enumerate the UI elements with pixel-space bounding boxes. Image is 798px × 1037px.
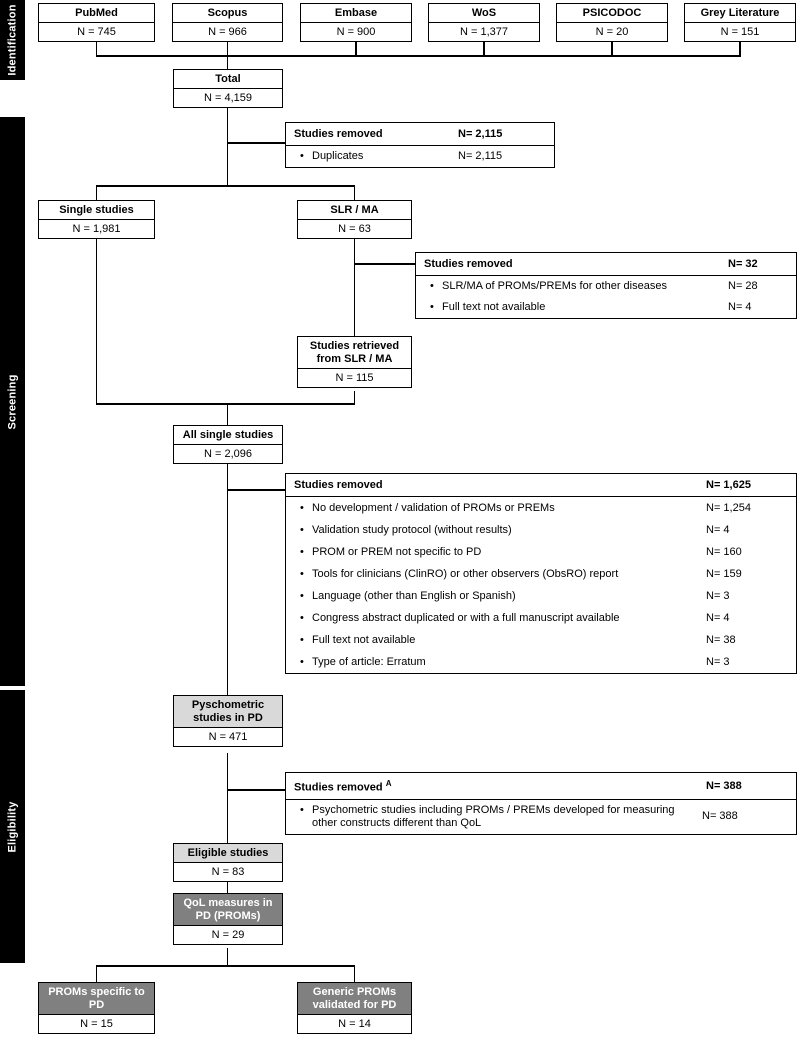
item-n: N= 159 xyxy=(706,567,742,580)
all-single-n: N = 2,096 xyxy=(174,445,282,463)
slr-ma-n: N = 63 xyxy=(298,220,411,238)
retrieved-title: Studies retrieved from SLR / MA xyxy=(298,337,411,369)
source-n-pubmed: N = 745 xyxy=(39,23,154,41)
eligible-box xyxy=(173,843,283,882)
removed-eligibility-box xyxy=(285,772,797,835)
source-box-psicodoc xyxy=(556,3,668,42)
psychometric-box xyxy=(173,695,283,747)
connector-line xyxy=(227,489,285,491)
item-n: N= 160 xyxy=(706,545,742,558)
source-title-psicodoc: PSICODOC xyxy=(557,4,667,23)
stage-bar-eligibility xyxy=(0,690,25,963)
item-label: • Full text not available xyxy=(430,301,728,314)
removed-eligibility-title xyxy=(294,777,706,795)
removed-duplicates-item xyxy=(286,146,554,167)
connector-line xyxy=(227,461,229,695)
source-box-scopus xyxy=(172,3,283,42)
total-title: Total xyxy=(174,70,282,89)
removed-duplicates-header xyxy=(286,123,554,146)
eligible-title: Eligible studies xyxy=(174,844,282,863)
item-n: N= 4 xyxy=(728,301,752,313)
item-label: • Language (other than English or Spanish) xyxy=(300,590,706,603)
slr-ma-title: SLR / MA xyxy=(298,201,411,220)
connector-line xyxy=(354,185,356,200)
item-label: • SLR/MA of PROMs/PREMs for other diseases xyxy=(430,280,728,293)
connector-line xyxy=(96,403,356,405)
connector-line xyxy=(354,236,356,336)
stage-label-screening: Screening xyxy=(6,374,19,429)
connector-line xyxy=(227,948,229,966)
source-box-embase xyxy=(300,3,412,42)
removed-slr-n: N= 32 xyxy=(728,258,758,270)
item-n: N= 388 xyxy=(702,810,738,823)
connector-line xyxy=(227,789,285,791)
removed-screening-item xyxy=(286,651,796,673)
removed-screening-box xyxy=(285,473,797,674)
connector-line xyxy=(96,965,98,982)
source-title-wos: WoS xyxy=(429,4,539,23)
item-n: N= 4 xyxy=(706,611,730,624)
item-n: N= 38 xyxy=(706,633,736,646)
removed-screening-item xyxy=(286,563,796,585)
connector-line xyxy=(96,236,98,404)
generic-proms-title: Generic PROMs validated for PD xyxy=(298,983,411,1015)
single-studies-box xyxy=(38,200,155,239)
removed-screening-n: N= 1,625 xyxy=(706,479,751,491)
removed-duplicates-box xyxy=(285,122,555,168)
removed-screening-item xyxy=(286,607,796,629)
removed-slr-item xyxy=(416,276,796,297)
connector-line xyxy=(354,965,356,982)
source-title-grey-literature: Grey Literature xyxy=(685,4,795,23)
connector-line xyxy=(227,403,229,425)
generic-proms-box xyxy=(297,982,412,1034)
connector-line xyxy=(96,185,98,200)
removed-screening-item xyxy=(286,519,796,541)
connector-line xyxy=(227,142,285,144)
removed-eligibility-superscript: A xyxy=(385,779,392,788)
item-label: • Congress abstract duplicated or with a full manuscript available xyxy=(300,612,706,625)
source-n-psicodoc: N = 20 xyxy=(557,23,667,41)
proms-specific-box xyxy=(38,982,155,1034)
removed-screening-title: Studies removed xyxy=(294,479,383,491)
psychometric-n: N = 471 xyxy=(174,728,282,746)
item-label: • Type of article: Erratum xyxy=(300,656,706,669)
removed-slr-box xyxy=(415,252,797,319)
source-n-wos: N = 1,377 xyxy=(429,23,539,41)
removed-screening-header xyxy=(286,474,796,497)
connector-line xyxy=(355,263,416,265)
source-title-scopus: Scopus xyxy=(173,4,282,23)
connector-line xyxy=(227,881,229,893)
source-title-embase: Embase xyxy=(301,4,411,23)
item-n: N= 28 xyxy=(728,280,758,292)
source-n-grey-literature: N = 151 xyxy=(685,23,795,41)
connector-line xyxy=(96,965,356,967)
removed-screening-item xyxy=(286,541,796,563)
removed-eligibility-header xyxy=(286,773,796,800)
removed-slr-title: Studies removed xyxy=(424,258,513,270)
source-n-embase: N = 900 xyxy=(301,23,411,41)
removed-slr-item xyxy=(416,297,796,318)
source-title-pubmed: PubMed xyxy=(39,4,154,23)
removed-screening-item xyxy=(286,629,796,651)
total-n: N = 4,159 xyxy=(174,89,282,107)
item-label: • Tools for clinicians (ClinRO) or other observers (ObsRO) report xyxy=(300,568,706,581)
item-label: • Psychometric studies including PROMs / PREMs developed for measuring other constructs different than QoL xyxy=(300,804,702,830)
connector-line xyxy=(227,55,229,69)
single-studies-title: Single studies xyxy=(39,201,154,220)
removed-eligibility-item xyxy=(286,800,796,834)
source-box-pubmed xyxy=(38,3,155,42)
item-n: N= 3 xyxy=(706,589,730,602)
generic-proms-n: N = 14 xyxy=(298,1015,411,1033)
connector-line xyxy=(96,185,356,187)
slr-ma-box xyxy=(297,200,412,239)
qol-n: N = 29 xyxy=(174,926,282,944)
stage-bar-identification xyxy=(0,0,25,80)
retrieved-n: N = 115 xyxy=(298,369,411,387)
qol-box xyxy=(173,893,283,945)
stage-bar-screening xyxy=(0,117,25,686)
connector-line xyxy=(227,104,229,186)
removed-screening-item xyxy=(286,585,796,607)
psychometric-title: Pyschometric studies in PD xyxy=(174,696,282,728)
total-box xyxy=(173,69,283,108)
removed-screening-item xyxy=(286,497,796,519)
item-n: N= 1,254 xyxy=(706,501,751,514)
single-studies-n: N = 1,981 xyxy=(39,220,154,238)
retrieved-box xyxy=(297,336,412,388)
connector-line xyxy=(96,55,741,57)
item-label: • Duplicates xyxy=(300,150,458,163)
item-label: • No development / validation of PROMs or PREMs xyxy=(300,502,706,515)
source-box-wos xyxy=(428,3,540,42)
item-label: • PROM or PREM not specific to PD xyxy=(300,546,706,559)
item-label: • Validation study protocol (without results) xyxy=(300,524,706,537)
removed-slr-header xyxy=(416,253,796,276)
source-box-grey-literature xyxy=(684,3,796,42)
item-n: N= 3 xyxy=(706,655,730,668)
item-n: N= 4 xyxy=(706,523,730,536)
item-n: N= 2,115 xyxy=(458,150,503,162)
all-single-title: All single studies xyxy=(174,426,282,445)
item-label: • Full text not available xyxy=(300,634,706,647)
removed-duplicates-title: Studies removed xyxy=(294,128,383,140)
proms-specific-n: N = 15 xyxy=(39,1015,154,1033)
connector-line xyxy=(227,753,229,843)
qol-title: QoL measures in PD (PROMs) xyxy=(174,894,282,926)
removed-eligibility-title-text: Studies removed xyxy=(294,781,383,794)
stage-label-identification: Identification xyxy=(6,4,19,76)
removed-duplicates-n: N= 2,115 xyxy=(458,128,503,140)
source-n-scopus: N = 966 xyxy=(173,23,282,41)
stage-label-eligibility: Eligibility xyxy=(6,800,19,853)
eligible-n: N = 83 xyxy=(174,863,282,881)
all-single-box xyxy=(173,425,283,464)
proms-specific-title: PROMs specific to PD xyxy=(39,983,154,1015)
removed-eligibility-n: N= 388 xyxy=(706,779,742,792)
